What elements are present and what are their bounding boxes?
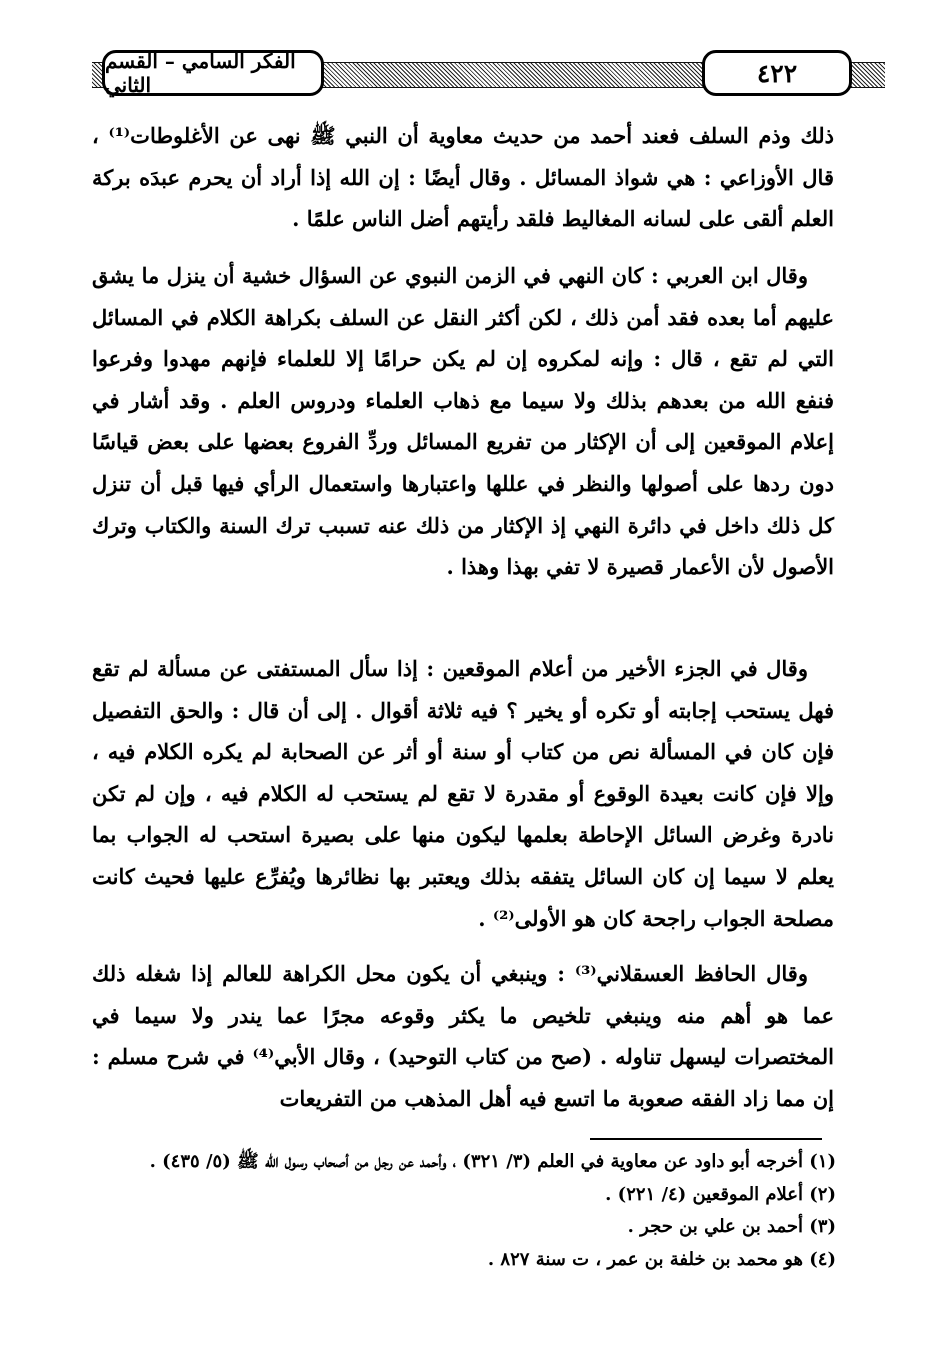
paragraph-2-text: وقال ابن العربي : كان النهي في الزمن النبوي عن السؤال خشية أن ينزل ما يشق عليهم أما بعده فقد أمن ذلك ، لكن أكثر النقل عن السلف بكراهة الكلام في المسائل التي لم تقع ، قال : وإنه لمكروه إن لم يكن حرامًا إلا للعلماء فإنهم مهدوا وفرعوا فنفع الله من بعدهم بذلك ولا سيما مع ذهاب العلماء ودروس العلم . وقد أشار في إعلام الموقعين إلى أن الإكثار من تفريع المسائل وردِّ الفروع بعضها على بعض قياسًا دون ردها على أصولها والنظر في عللها واعتبارها واستعمال الرأي فيها قبل أن تنزل كل ذلك داخل في دائرة النهي إذ الإكثار من ذلك عنه تسبب ترك السنة والكتاب وترك الأصول لأن الأعمار قصيرة لا تفي بهذا وهذا . bbox=[92, 263, 834, 580]
paragraph-3-text: وقال في الجزء الأخير من أعلام الموقعين : إذا سأل المستفتى عن مسألة لم تقع فهل يستحب إجابته أو تكره أو يخير ؟ فيه ثلاثة أقوال . إلى أن قال : والحق التفصيل فإن كان في المسألة نص من كتاب أو سنة أو أثر عن الصحابة لم يكره الكلام فيه ، وإلا فإن كانت بعيدة الوقوع أو مقدرة لا تقع لم يستحب له الكلام فيه ، وإن لم تكن نادرة وغرض السائل الإحاطة بعلمها ليكون منها على بصيرة استحب له الجواب بما يعلم لا سيما إن كان السائل يتفقه بذلك ويعتبر بها نظائرها ويُفرِّع عليها فحيث كانت مصلحة الجواب راجحة كان هو الأولى⁽²⁾ . bbox=[92, 656, 834, 931]
paragraph-1-text: ذلك وذم السلف فعند أحمد من حديث معاوية أن النبي ﷺ نهى عن الأغلوطات⁽¹⁾ ، قال الأوزاعي : هي شواذ المسائل . وقال أيضًا : إن الله إذا أراد أن يحرم عبدَه بركة العلم ألقى على لسانه المغاليط فلقد رأيتهم أضل الناس علمًا . bbox=[92, 123, 834, 232]
paragraph-2 bbox=[92, 255, 834, 588]
footnote-4: (٤) هو محمد بن خلفة بن عمر ، ت سنة ٨٢٧ . bbox=[487, 1248, 836, 1270]
footnote-2: (٢) أعلام الموقعين (٤/ ٢٢١) . bbox=[605, 1183, 836, 1205]
footnotes bbox=[100, 1146, 836, 1276]
footnote-separator bbox=[590, 1138, 822, 1140]
paragraph-4-text: وقال الحافظ العسقلاني⁽³⁾ : وينبغي أن يكون محل الكراهة للعالم إذا شغله ذلك عما هو أهم منه وينبغي تلخيص ما يكثر وقوعه مجرًا عما يندر ولا سيما في المختصرات ليسهل تناوله . (صح من كتاب التوحيد) ، وقال الأبي⁽⁴⁾ في شرح مسلم : إن مما زاد الفقه صعوبة ما اتسع فيه أهل المذهب من التفريعات bbox=[92, 961, 834, 1111]
page-number: ٤٢٢ bbox=[702, 50, 852, 96]
footnote-1: (١) أخرجه أبو داود عن معاوية في العلم (٣/ ٣٢١) ، وأحمد عن رجل من أصحاب رسول الله ﷺ (٥/ ٤٣٥) . bbox=[149, 1151, 836, 1172]
running-title: الفكر السامي – القسم الثاني bbox=[102, 50, 324, 96]
footnote-3: (٣) أحمد بن علي بن حجر . bbox=[627, 1216, 836, 1237]
page-header bbox=[92, 48, 885, 100]
paragraph-4 bbox=[92, 953, 834, 1119]
paragraph-3 bbox=[92, 648, 834, 939]
paragraph-1 bbox=[92, 115, 834, 240]
